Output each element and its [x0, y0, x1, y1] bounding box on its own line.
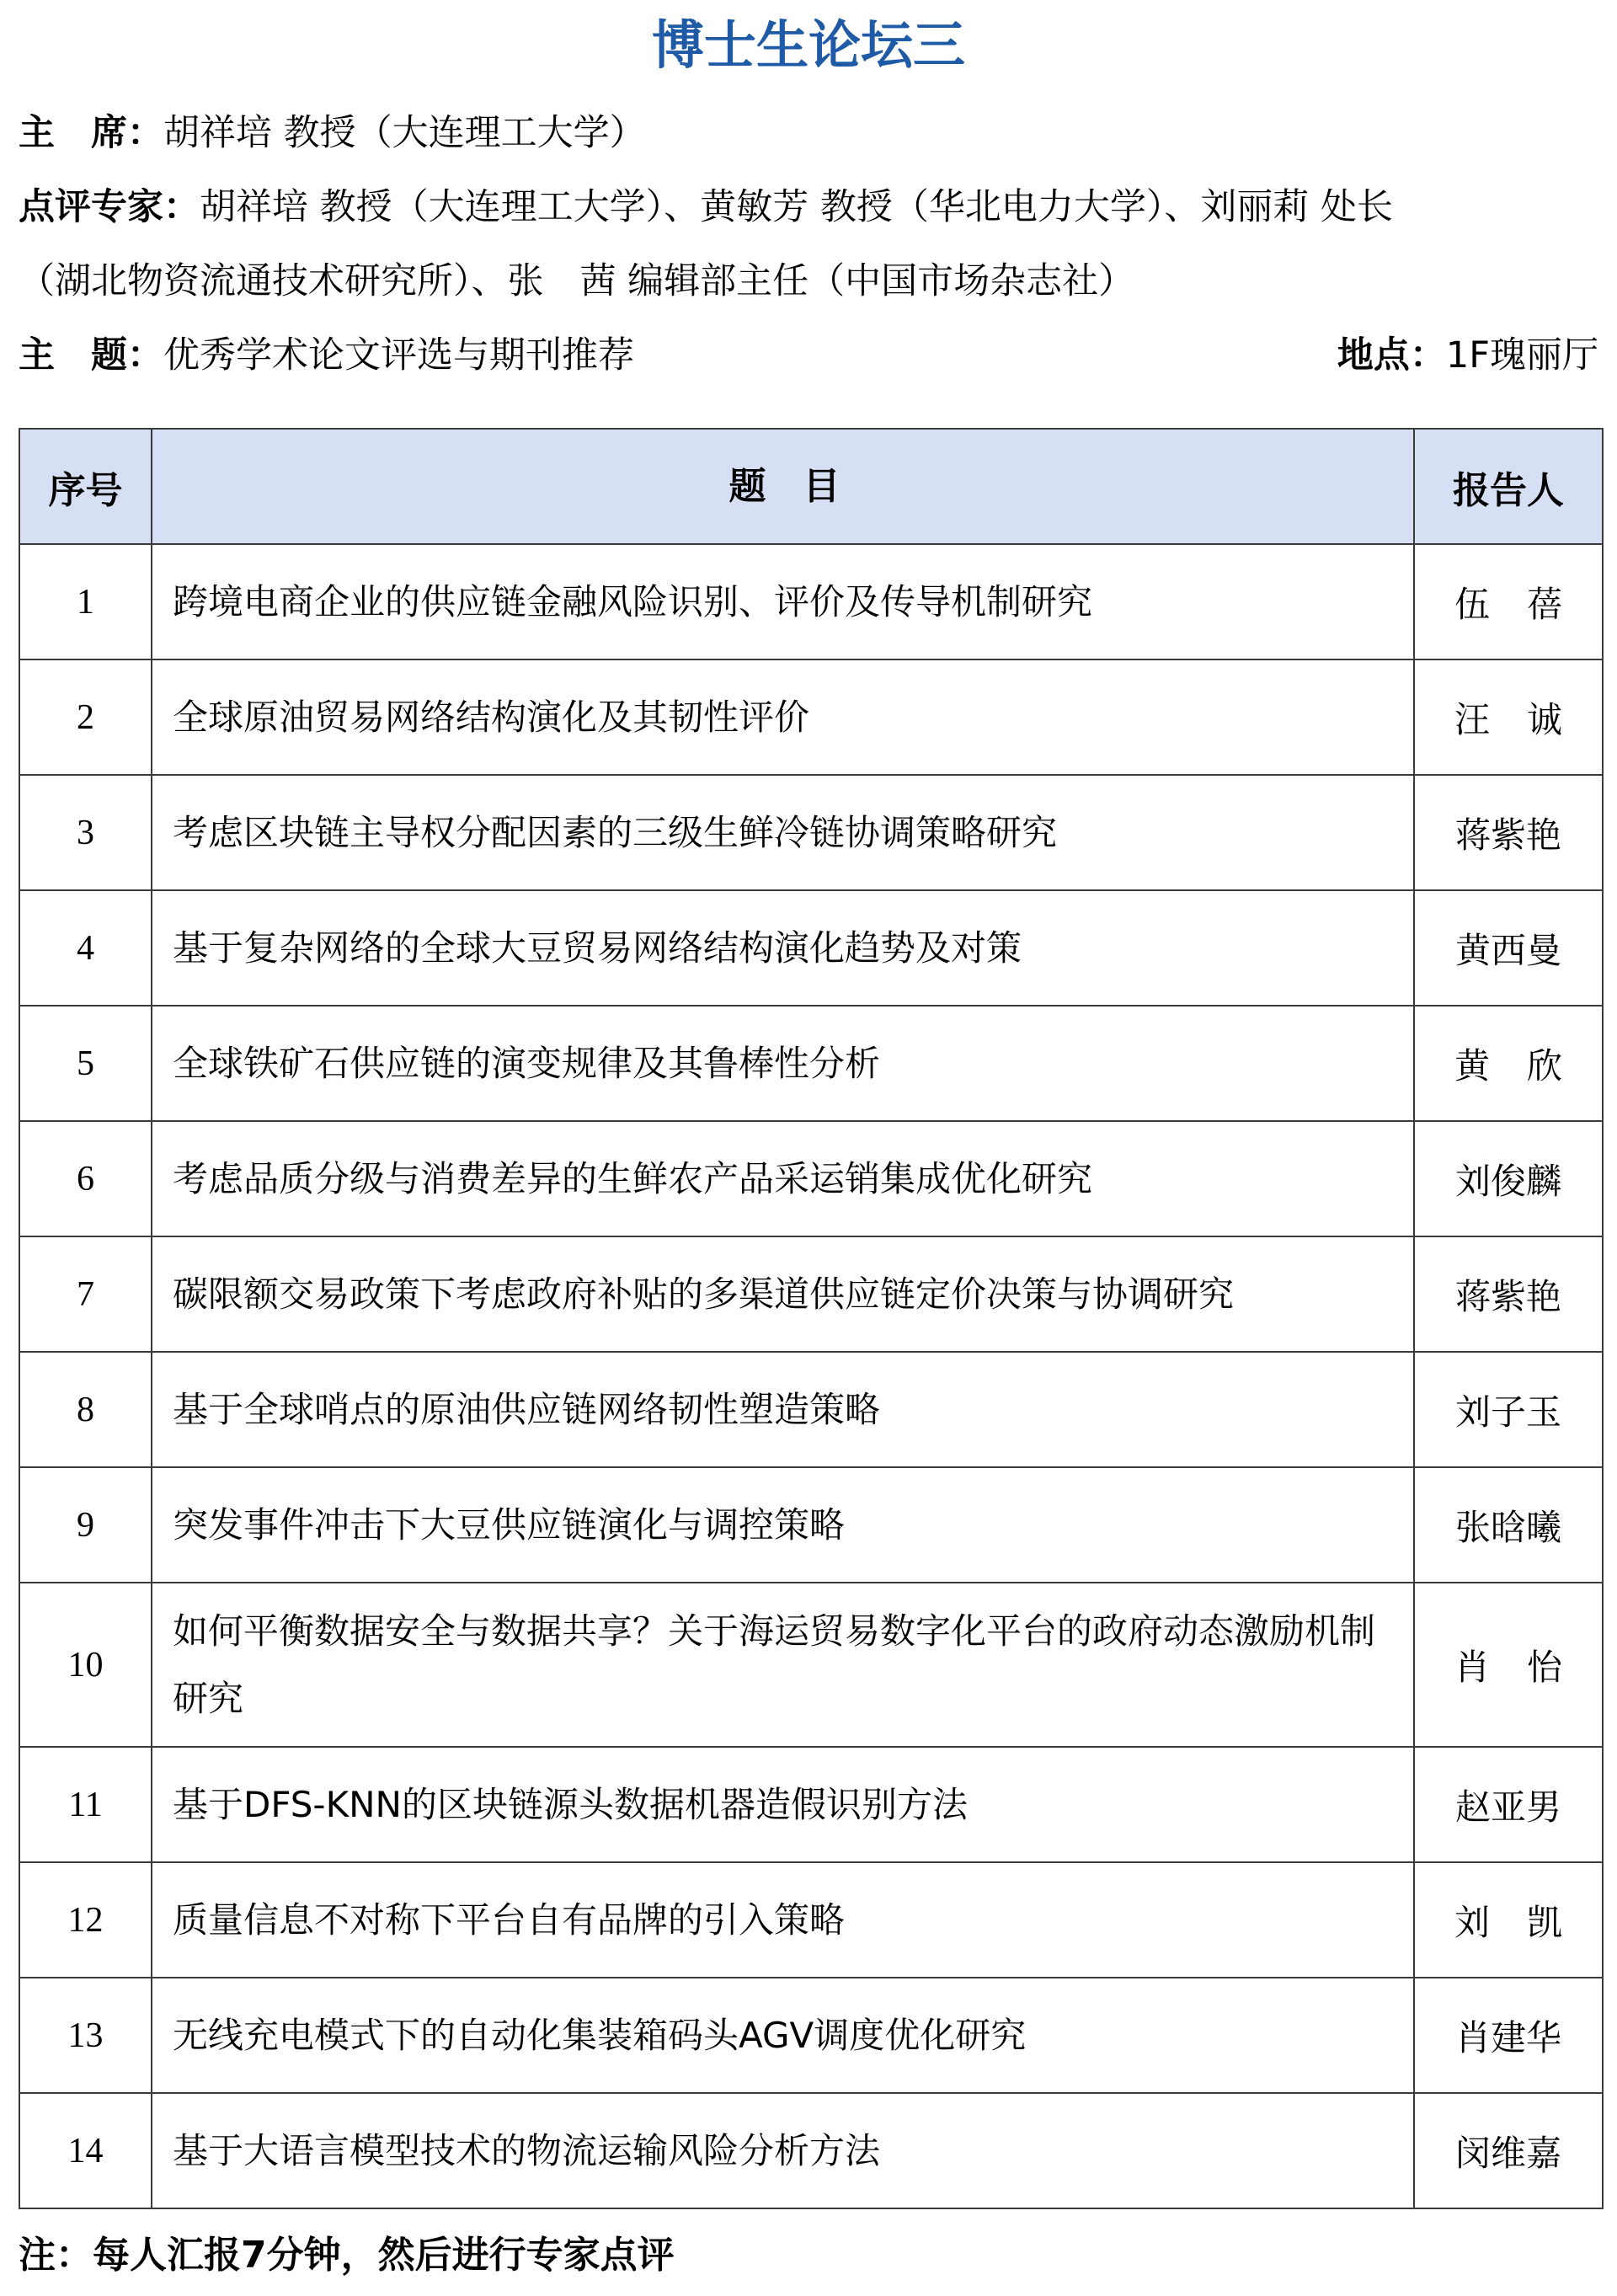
row-reporter: 闵维嘉 [1454, 2132, 1561, 2174]
row-reporter: 蒋紫艳 [1454, 1275, 1561, 1317]
row-reporter-cell [1414, 1747, 1603, 1862]
location-line [1337, 330, 1598, 381]
table-row [19, 1583, 1603, 1747]
row-reporter: 肖建华 [1454, 2016, 1561, 2058]
row-reporter: 汪诚 [1454, 698, 1600, 740]
table-row [19, 1236, 1603, 1352]
row-topic: 考虑区块链主导权分配因素的三级生鲜冷链协调策略研究 [152, 775, 1414, 890]
table-row [19, 775, 1603, 890]
row-index: 10 [19, 1583, 152, 1747]
row-reporter: 张晗曦 [1454, 1506, 1561, 1548]
row-topic: 如何平衡数据安全与数据共享？关于海运贸易数字化平台的政府动态激励机制研究 [152, 1583, 1414, 1747]
row-index: 4 [19, 890, 152, 1006]
row-reporter-cell [1414, 2093, 1603, 2208]
row-reporter-cell [1414, 1352, 1603, 1467]
table-row [19, 1121, 1603, 1236]
table-row [19, 1862, 1603, 1978]
row-reporter: 刘子玉 [1454, 1391, 1561, 1433]
row-topic: 基于全球哨点的原油供应链网络韧性塑造策略 [152, 1352, 1414, 1467]
row-index: 2 [19, 659, 152, 775]
row-index: 8 [19, 1352, 152, 1467]
row-index: 5 [19, 1006, 152, 1121]
row-index: 13 [19, 1978, 152, 2093]
row-topic: 全球原油贸易网络结构演化及其韧性评价 [152, 659, 1414, 775]
row-reporter: 伍蓓 [1454, 583, 1600, 625]
table-row [19, 1006, 1603, 1121]
table-row [19, 2093, 1603, 2208]
table-row [19, 1978, 1603, 2093]
row-reporter-cell [1414, 1862, 1603, 1978]
table-row [19, 544, 1603, 659]
row-reporter-cell [1414, 1467, 1603, 1583]
chair-label: 主 席： [19, 112, 163, 154]
row-reporter-cell [1414, 544, 1603, 659]
reviewers-label: 点评专家： [19, 186, 200, 228]
row-topic: 无线充电模式下的自动化集装箱码头AGV调度优化研究 [152, 1978, 1414, 2093]
row-topic: 基于DFS-KNN的区块链源头数据机器造假识别方法 [152, 1747, 1414, 1862]
topic-line [19, 330, 634, 381]
location-label: 地点： [1337, 334, 1446, 376]
row-index: 6 [19, 1121, 152, 1236]
table-row [19, 890, 1603, 1006]
agenda-body [19, 544, 1603, 2208]
reviewers-value-1: 胡祥培 教授（大连理工大学）、黄敏芳 教授（华北电力大学）、刘丽莉 处长 [200, 186, 1394, 228]
table-row [19, 659, 1603, 775]
topic-value: 优秀学术论文评选与期刊推荐 [163, 334, 634, 376]
row-reporter: 赵亚男 [1454, 1786, 1561, 1828]
row-reporter: 肖怡 [1454, 1646, 1600, 1688]
row-reporter: 蒋紫艳 [1454, 814, 1561, 856]
agenda-table [19, 428, 1604, 2209]
row-reporter-cell [1414, 1236, 1603, 1352]
row-reporter: 刘凯 [1454, 1901, 1600, 1943]
header-reporter: 报告人 [1414, 429, 1603, 544]
location-value: 1F瑰丽厅 [1445, 334, 1598, 376]
reviewers-line-1 [19, 182, 1393, 232]
row-reporter: 刘俊麟 [1454, 1160, 1561, 1202]
footnote: 注：每人汇报7分钟，然后进行专家点评 [19, 2234, 675, 2277]
row-topic: 基于大语言模型技术的物流运输风险分析方法 [152, 2093, 1414, 2208]
row-index: 1 [19, 544, 152, 659]
row-topic: 全球铁矿石供应链的演变规律及其鲁棒性分析 [152, 1006, 1414, 1121]
row-topic: 跨境电商企业的供应链金融风险识别、评价及传导机制研究 [152, 544, 1414, 659]
row-reporter: 黄西曼 [1454, 929, 1561, 971]
table-header-row [19, 429, 1603, 544]
chair-line [19, 108, 646, 158]
row-reporter-cell [1414, 1121, 1603, 1236]
row-topic: 考虑品质分级与消费差异的生鲜农产品采运销集成优化研究 [152, 1121, 1414, 1236]
row-reporter-cell [1414, 659, 1603, 775]
topic-label: 主 题： [19, 334, 163, 376]
row-topic: 突发事件冲击下大豆供应链演化与调控策略 [152, 1467, 1414, 1583]
row-topic: 基于复杂网络的全球大豆贸易网络结构演化趋势及对策 [152, 890, 1414, 1006]
row-index: 14 [19, 2093, 152, 2208]
row-topic: 碳限额交易政策下考虑政府补贴的多渠道供应链定价决策与协调研究 [152, 1236, 1414, 1352]
row-index: 9 [19, 1467, 152, 1583]
row-topic: 质量信息不对称下平台自有品牌的引入策略 [152, 1862, 1414, 1978]
row-reporter-cell [1414, 1978, 1603, 2093]
table-row [19, 1467, 1603, 1583]
header-topic: 题 目 [152, 429, 1414, 544]
header-index: 序号 [19, 429, 152, 544]
row-index: 11 [19, 1747, 152, 1862]
chair-value: 胡祥培 教授（大连理工大学） [163, 112, 646, 154]
page-title: 博士生论坛三 [651, 14, 965, 76]
row-index: 7 [19, 1236, 152, 1352]
row-reporter-cell [1414, 1583, 1603, 1747]
reviewers-line-2 [19, 256, 1134, 307]
reviewers-value-2: （湖北物资流通技术研究所）、张 茜 编辑部主任（中国市场杂志社） [19, 260, 1135, 302]
row-index: 12 [19, 1862, 152, 1978]
row-reporter-cell [1414, 890, 1603, 1006]
row-reporter-cell [1414, 775, 1603, 890]
row-reporter-cell [1414, 1006, 1603, 1121]
table-row [19, 1352, 1603, 1467]
row-reporter: 黄欣 [1454, 1044, 1600, 1087]
table-row [19, 1747, 1603, 1862]
row-index: 3 [19, 775, 152, 890]
